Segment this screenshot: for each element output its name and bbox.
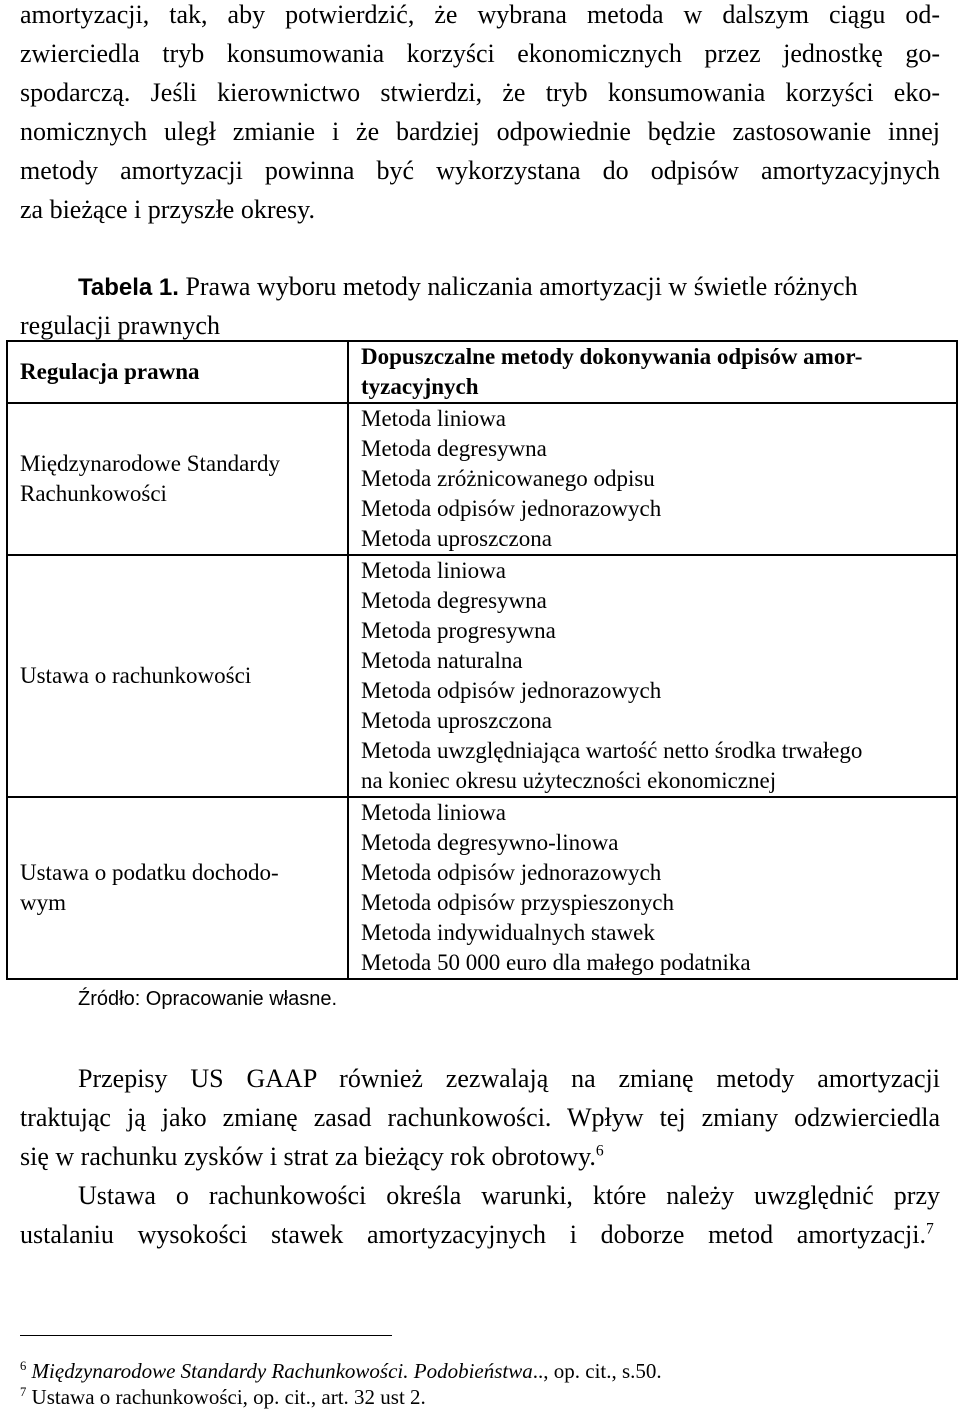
method-item: Metoda progresywna bbox=[361, 618, 556, 643]
method-item: Metoda uproszczona bbox=[361, 708, 552, 733]
paragraph-line bbox=[20, 1142, 604, 1172]
paragraph-line: traktując ją jako zmianę zasad rachunkowości. Wpływ tej zmiany odzwierciedla bbox=[20, 1103, 940, 1132]
method-item: Metoda liniowa bbox=[361, 800, 506, 825]
header-methods bbox=[348, 341, 957, 403]
regulation-name-line: Ustawa o podatku dochodo- bbox=[20, 860, 279, 885]
method-item: Metoda odpisów jednorazowych bbox=[361, 496, 662, 521]
table-source: Źródło: Opracowanie własne. bbox=[78, 988, 338, 1010]
paragraph-line bbox=[20, 1220, 940, 1250]
intro-line: metody amortyzacji powinna być wykorzystana do odpisów amortyzacyjnych bbox=[20, 156, 940, 185]
regulation-name: Międzynarodowe Standardy Rachunkowości bbox=[20, 451, 280, 506]
table-caption-label: Tabela 1. bbox=[78, 274, 179, 301]
regulation-cell bbox=[7, 797, 348, 979]
footnote-text: Ustawa o rachunkowości, op. cit., art. 32 ust 2. bbox=[31, 1385, 426, 1409]
intro-line: za bieżące i przyszłe okresy. bbox=[20, 195, 315, 224]
regulation-name: Ustawa o rachunkowości bbox=[20, 663, 252, 688]
intro-line: spodarczą. Jeśli kierownictwo stwierdzi, że tryb konsumowania korzyści eko- bbox=[20, 78, 940, 107]
header-regulation: Regulacja prawna bbox=[7, 341, 348, 403]
methods-cell bbox=[348, 403, 957, 555]
footnote-divider bbox=[20, 1335, 392, 1336]
table-caption bbox=[78, 272, 858, 303]
table-caption-text: Prawa wyboru metody naliczania amortyzacji w świetle różnych bbox=[178, 272, 858, 301]
table-caption-continuation: regulacji prawnych bbox=[20, 311, 220, 340]
paragraph-line: Ustawa o rachunkowości określa warunki, które należy uwzględnić przy bbox=[78, 1181, 940, 1210]
methods-cell bbox=[348, 797, 957, 979]
intro-line: amortyzacji, tak, aby potwierdzić, że wybrana metoda w dalszym ciągu od- bbox=[20, 0, 940, 29]
regulation-cell bbox=[7, 555, 348, 797]
method-item: Metoda liniowa bbox=[361, 558, 506, 583]
method-item: na koniec okresu użyteczności ekonomicznej bbox=[361, 768, 777, 793]
footnote-ref-6[interactable]: 6 bbox=[595, 1142, 604, 1160]
methods-table bbox=[6, 340, 958, 980]
intro-line: zwierciedla tryb konsumowania korzyści ekonomicznych przez jednostkę go- bbox=[20, 39, 940, 68]
method-item: Metoda indywidualnych stawek bbox=[361, 920, 655, 945]
table-header-row bbox=[7, 341, 957, 403]
footnote-number: 7 bbox=[20, 1385, 27, 1399]
footnote-6 bbox=[20, 1358, 662, 1384]
method-item: Metoda odpisów jednorazowych bbox=[361, 678, 662, 703]
footnote-ref-7[interactable]: 7 bbox=[926, 1220, 934, 1238]
header-methods-line: tyzacyjnych bbox=[361, 374, 479, 399]
method-item: Metoda zróżnicowanego odpisu bbox=[361, 466, 655, 491]
method-item: Metoda 50 000 euro dla małego podatnika bbox=[361, 950, 751, 975]
paragraph-line-text: ustalaniu wysokości stawek amortyzacyjnych i doborze metod amortyzacji. bbox=[20, 1220, 926, 1249]
header-methods-line: Dopuszczalne metody dokonywania odpisów amor- bbox=[361, 344, 863, 369]
methods-cell bbox=[348, 555, 957, 797]
table-row bbox=[7, 403, 957, 555]
method-item: Metoda naturalna bbox=[361, 648, 523, 673]
method-item: Metoda liniowa bbox=[361, 406, 506, 431]
method-item: Metoda odpisów przyspieszonych bbox=[361, 890, 674, 915]
paragraph-line: Przepisy US GAAP również zezwalają na zmianę metody amortyzacji bbox=[78, 1064, 940, 1093]
method-item: Metoda odpisów jednorazowych bbox=[361, 860, 662, 885]
method-item: Metoda degresywna bbox=[361, 436, 547, 461]
paragraph-line-text: się w rachunku zysków i strat za bieżący rok obrotowy. bbox=[20, 1142, 596, 1171]
table-row bbox=[7, 555, 957, 797]
method-item: Metoda uproszczona bbox=[361, 526, 552, 551]
footnote-7 bbox=[20, 1384, 426, 1410]
method-item: Metoda degresywno-linowa bbox=[361, 830, 619, 855]
regulation-name-line: wym bbox=[20, 890, 66, 915]
method-item: Metoda uwzględniająca wartość netto środka trwałego bbox=[361, 738, 863, 763]
table-row bbox=[7, 797, 957, 979]
regulation-cell bbox=[7, 403, 348, 555]
footnote-number: 6 bbox=[20, 1359, 27, 1373]
footnote-rest: .., op. cit., s.50. bbox=[532, 1359, 662, 1383]
intro-line: nomicznych uległ zmianie i że bardziej odpowiednie będzie zastosowanie innej bbox=[20, 117, 940, 146]
footnote-italic-title: Międzynarodowe Standardy Rachunkowości. Podobieństwa bbox=[31, 1359, 533, 1383]
method-item: Metoda degresywna bbox=[361, 588, 547, 613]
